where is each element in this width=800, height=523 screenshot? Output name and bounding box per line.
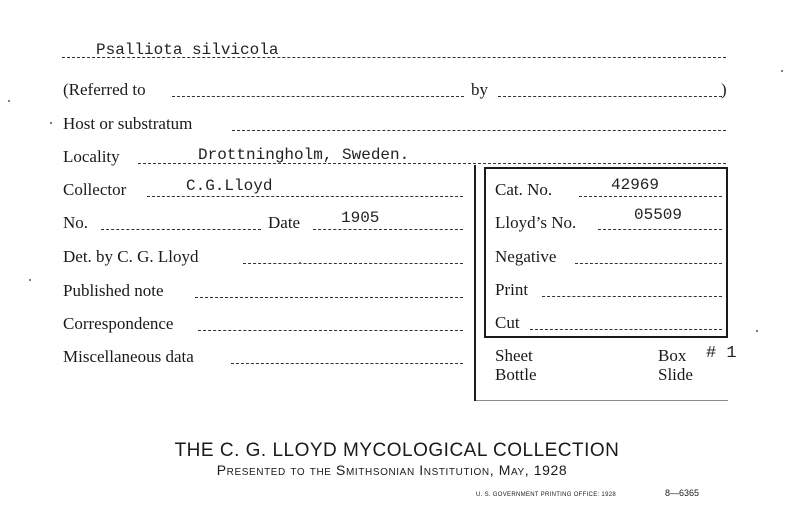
lloyds-no-line[interactable] [598, 229, 722, 230]
speck [781, 70, 783, 72]
species-name: Psalliota silvicola [96, 41, 279, 59]
date-line[interactable] [313, 229, 463, 230]
box-inner-left-border [484, 167, 486, 337]
host-line[interactable] [232, 130, 726, 131]
box-bottom-border [484, 336, 728, 338]
speck [50, 122, 52, 124]
sheet-label: Sheet [495, 346, 533, 365]
collector-line[interactable] [147, 196, 463, 197]
published-note-label: Published note [63, 281, 164, 300]
box-base-line [474, 400, 728, 401]
printer-imprint: U. S. GOVERNMENT PRINTING OFFICE: 1928 [476, 492, 616, 498]
collection-subtitle [0, 462, 800, 478]
lloyds-no-label: Lloyd’s No. [495, 213, 577, 232]
cat-no-line[interactable] [579, 196, 722, 197]
date-value: 1905 [341, 209, 380, 227]
misc-line[interactable] [231, 363, 463, 364]
form-number: 8—6365 [665, 488, 700, 498]
lloyds-no-value: 05509 [634, 206, 683, 224]
box-right-border [726, 167, 728, 337]
speck [8, 100, 10, 102]
published-note-line[interactable] [195, 297, 463, 298]
no-label: No. [63, 213, 89, 232]
no-line[interactable] [101, 229, 261, 230]
correspondence-line[interactable] [198, 330, 463, 331]
det-by-label: Det. by C. G. Lloyd [63, 247, 199, 266]
print-line[interactable] [542, 296, 722, 297]
collection-title-text: THE C. G. LLOYD MYCOLOGICAL COLLECTION [174, 440, 620, 461]
referred-to-label: (Referred to [63, 80, 146, 99]
box-top-border [484, 167, 726, 169]
by-line[interactable] [498, 96, 722, 97]
speck [756, 330, 758, 332]
collection-subtitle-text: Presented to the Smithsonian Institution, May, 1928 [216, 462, 568, 478]
close-paren: ) [721, 80, 727, 99]
negative-label: Negative [495, 247, 557, 266]
referred-to-line[interactable] [172, 96, 464, 97]
det-by-line[interactable] [243, 263, 463, 264]
host-label: Host or substratum [63, 114, 193, 133]
print-label: Print [495, 280, 529, 299]
collection-title [0, 440, 800, 462]
cut-line[interactable] [530, 329, 722, 330]
collector-value: C.G.Lloyd [186, 177, 273, 195]
box-left-border [474, 165, 476, 401]
locality-value: Drottningholm, Sweden. [198, 146, 410, 164]
locality-label: Locality [63, 147, 120, 166]
date-label: Date [268, 213, 301, 232]
cat-no-label: Cat. No. [495, 180, 553, 199]
by-label: by [471, 80, 488, 99]
bottle-label: Bottle [495, 365, 537, 384]
speck [29, 279, 31, 281]
speck [299, 262, 301, 264]
box-value: # 1 [706, 344, 737, 363]
correspondence-label: Correspondence [63, 314, 174, 333]
cut-label: Cut [495, 313, 520, 332]
box-label: Box [658, 346, 687, 365]
slide-label: Slide [658, 365, 693, 384]
negative-line[interactable] [575, 263, 722, 264]
collector-label: Collector [63, 180, 127, 199]
misc-label: Miscellaneous data [63, 347, 194, 366]
cat-no-value: 42969 [611, 176, 660, 194]
